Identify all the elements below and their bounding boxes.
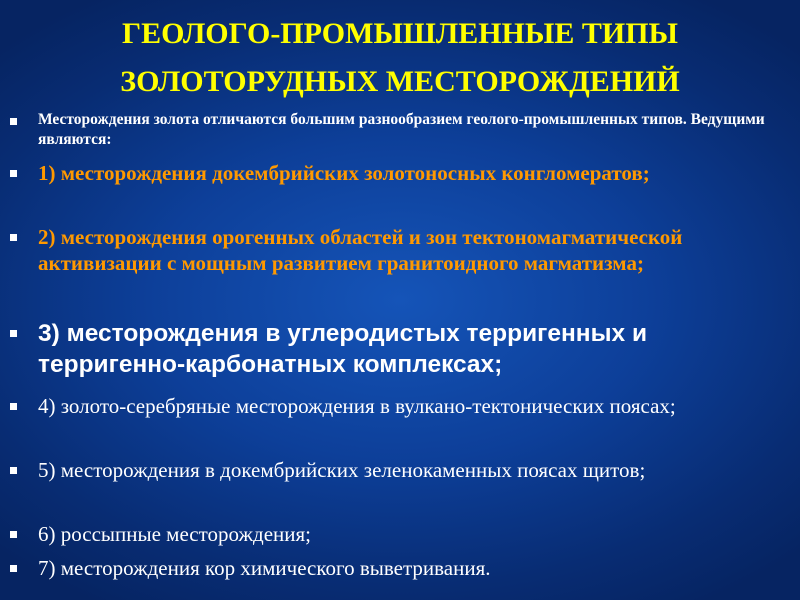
bullet-icon — [10, 565, 17, 572]
list-item-text: 5) месторождения в докембрийских зеленокаменных поясах щитов; — [38, 458, 646, 482]
slide-title-line-1: ГЕОЛОГО-ПРОМЫШЛЕННЫЕ ТИПЫ — [122, 17, 678, 50]
slide-title — [0, 10, 800, 106]
slide-title-line-2: ЗОЛОТОРУДНЫХ МЕСТОРОЖДЕНИЙ — [120, 65, 680, 98]
list-item-text: 1) месторождения докембрийских золотоносных конгломератов; — [38, 161, 650, 185]
list-item-text: 2) месторождения орогенных областей и зон тектономагматической активизации с мощным развитием гранитоидного магматизма; — [38, 225, 683, 275]
list-item-text: 6) россыпные месторождения; — [38, 522, 311, 546]
list-item-text: 4) золото-серебряные месторождения в вулкано-тектонических поясах; — [38, 394, 676, 418]
bullet-icon — [10, 118, 17, 125]
bullet-icon — [10, 234, 17, 241]
list-item-text: Месторождения золота отличаются большим разнообразием геолого-промышленных типов. Ведущими являются: — [38, 111, 765, 148]
bullet-icon — [10, 403, 17, 410]
list-item-text: 7) месторождения кор химического выветривания. — [38, 556, 491, 580]
bullet-icon — [10, 467, 17, 474]
bullet-icon — [10, 330, 17, 337]
bullet-icon — [10, 531, 17, 538]
bullet-icon — [10, 170, 17, 177]
list-item-text: 3) месторождения в углеродистых терригенных и терригенно-карбонатных комплексах; — [38, 320, 648, 378]
